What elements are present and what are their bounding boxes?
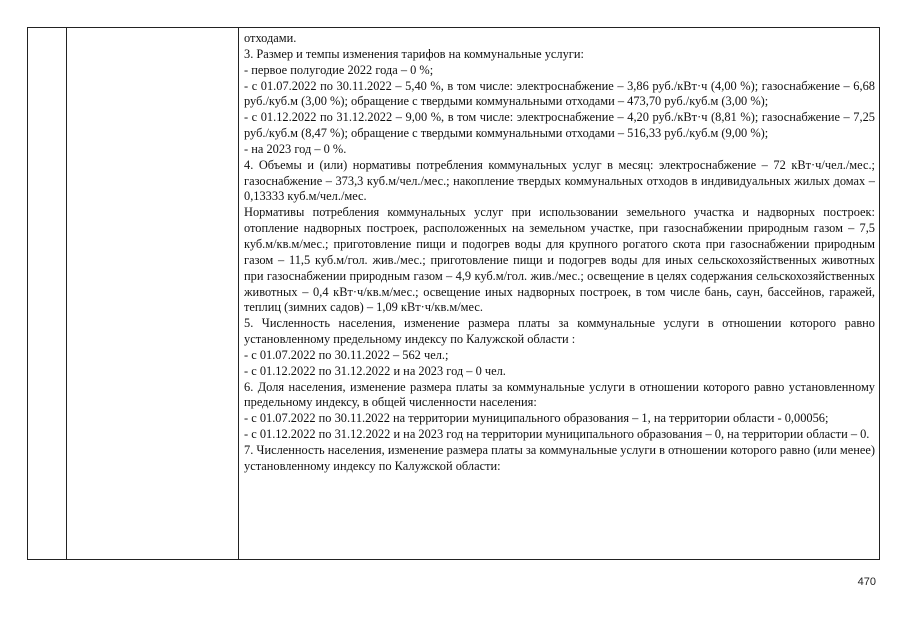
paragraph: 6. Доля населения, изменение размера платы за коммунальные услуги в отношении которого равно установленному предельному индексу, в общей численности населения:	[244, 379, 875, 410]
paragraph: отходами.	[244, 31, 297, 45]
paragraph: - с 01.12.2022 по 31.12.2022 – 9,00 %, в том числе: электроснабжение – 4,20 руб./кВт·ч (8,81 %); газоснабжение – 7,25 руб./куб.м (8,47 %); обращение с твердыми коммунальными отходами – 516,33 руб./куб.м (9,00 %);	[244, 110, 875, 141]
document-table	[27, 27, 880, 560]
paragraph: - с 01.12.2022 по 31.12.2022 и на 2023 год – 0 чел.	[244, 363, 506, 378]
paragraph: - с 01.07.2022 по 30.11.2022 на территории муниципального образования – 1, на территории области - 0,00056;	[244, 411, 829, 426]
paragraph: - на 2023 год – 0 %.	[244, 141, 347, 156]
column-divider	[66, 28, 67, 559]
paragraph: 3. Размер и темпы изменения тарифов на коммунальные услуги:	[244, 46, 584, 61]
paragraph: Нормативы потребления коммунальных услуг при использовании земельного участка и надворных построек: отопление надворных построек, расположенных на земельном участке, при газоснабжении природным газом – 7,5 куб.м/кв.м/мес.; приготовление пищи и подогрев воды для крупного рогатого скота при газоснабжении природным газом – 11,5 куб.м/гол. жив./мес.; приготовление пищи и подогрев воды для иных сельскохозяйственных животных при газоснабжении природным газом – 4,9 куб.м/гол. жив./мес.; освещение в целях содержания сельскохозяйственных животных – 0,4 кВт·ч/кв.м/мес.; освещение иных надворных построек, в том числе бань, саун, бассейнов, гаражей, теплиц (зимних садов) – 1,09 кВт·ч/кв.м/мес.	[244, 205, 875, 315]
table-cell-text	[244, 31, 875, 475]
paragraph: - первое полугодие 2022 года – 0 %;	[244, 62, 434, 77]
paragraph: 4. Объемы и (или) нормативы потребления коммунальных услуг в месяц: электроснабжение – 72 кВт·ч/чел./мес.; газоснабжение – 373,3 куб.м/чел./мес.; накопление твердых коммунальных отходов в индивидуальных жилых домах – 0,13333 куб.м/чел./мес.	[244, 157, 875, 204]
paragraph: - с 01.07.2022 по 30.11.2022 – 5,40 %, в том числе: электроснабжение – 3,86 руб./кВт·ч (4,00 %); газоснабжение – 6,68 руб./куб.м (3,00 %); обращение с твердыми коммунальными отходами – 473,70 руб./куб.м (3,00 %);	[244, 78, 875, 109]
paragraph: 7. Численность населения, изменение размера платы за коммунальные услуги в отношении которого равно (или менее) установленному индексу по Калужской области:	[244, 442, 875, 473]
paragraph: - с 01.12.2022 по 31.12.2022 и на 2023 год на территории муниципального образования – 0, на территории области – 0.	[244, 427, 870, 442]
paragraph: - с 01.07.2022 по 30.11.2022 – 562 чел.;	[244, 347, 449, 362]
column-divider	[238, 28, 239, 559]
page-number: 470	[857, 576, 876, 588]
paragraph: 5. Численность населения, изменение размера платы за коммунальные услуги в отношении которого равно установленному предельному индексу по Калужской области :	[244, 316, 875, 347]
